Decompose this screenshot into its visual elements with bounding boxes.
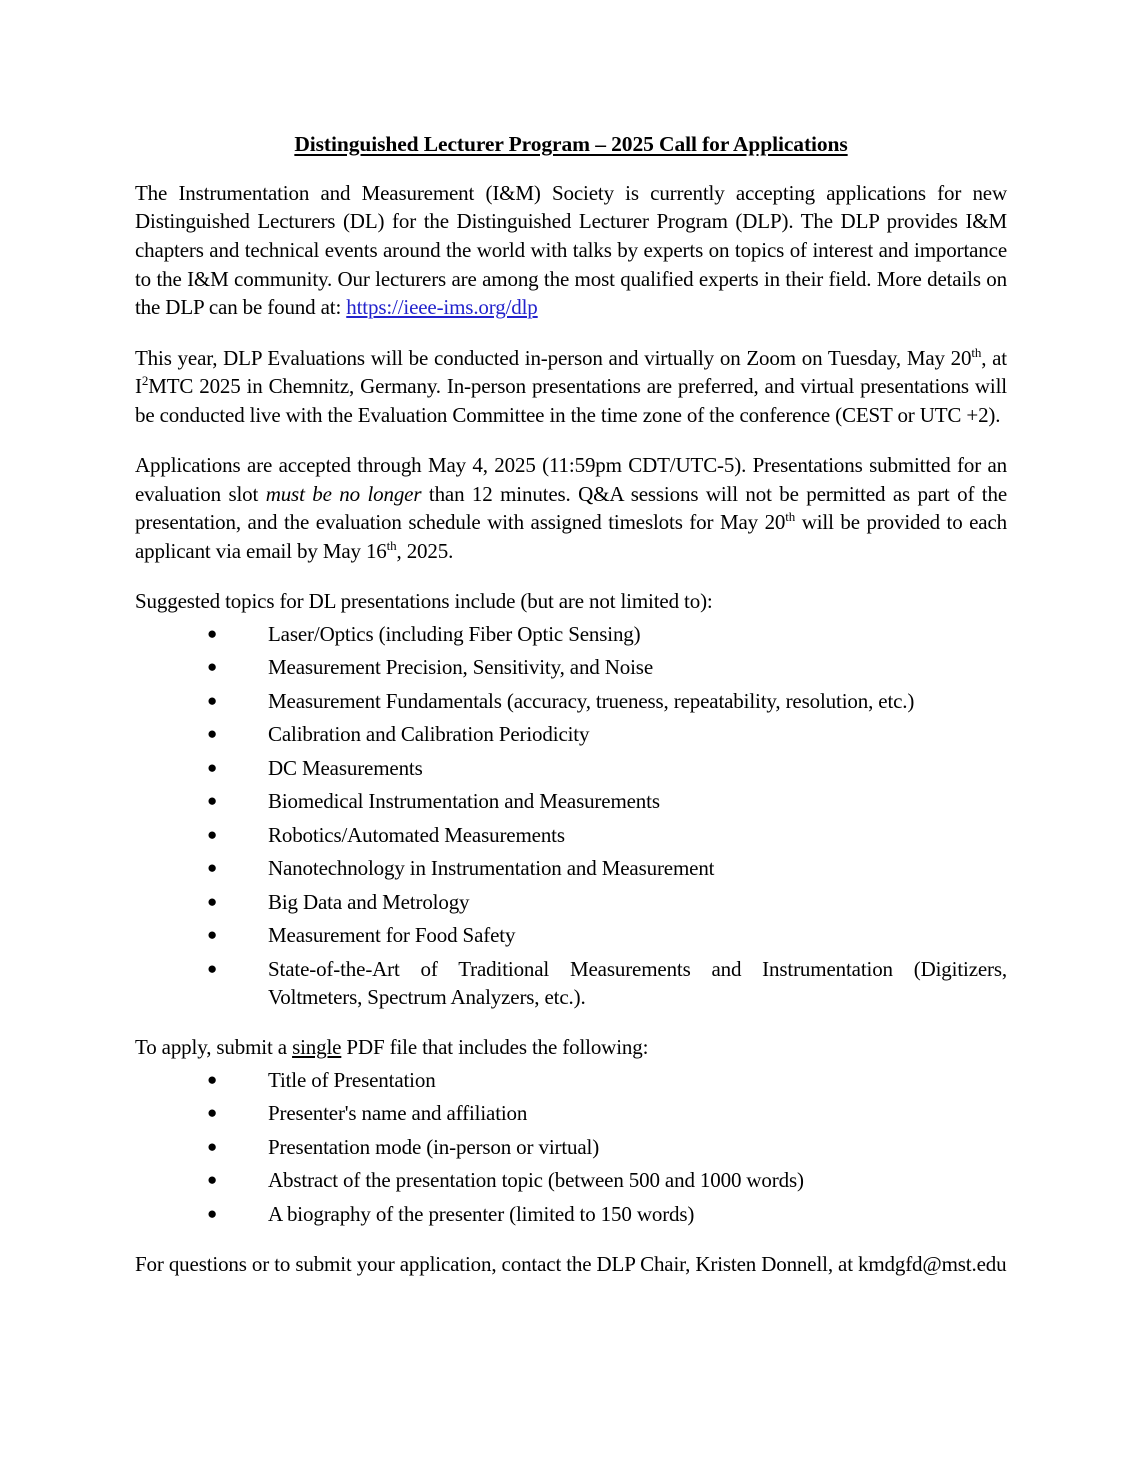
bullet-icon: ●: [207, 925, 218, 945]
list-item: [135, 955, 1007, 1012]
bullet-icon: ●: [207, 623, 218, 643]
bullet-icon: ●: [207, 858, 218, 878]
bullet-icon: ●: [207, 891, 218, 911]
application-requirements-list: [135, 1066, 1007, 1228]
bullet-icon: ●: [207, 1203, 218, 1223]
evaluation-text-part2: , at I: [135, 345, 1007, 399]
bullet-icon: ●: [207, 1103, 218, 1123]
list-item-label: Calibration and Calibration Periodicity: [268, 722, 590, 747]
list-item-label: Presenter's name and affiliation: [268, 1101, 528, 1126]
list-item: [135, 1166, 1007, 1194]
evaluation-schedule-paragraph: [135, 344, 1007, 430]
apply-intro: [135, 1033, 1007, 1062]
intro-paragraph-text: The Instrumentation and Measurement (I&M) Society is currently accepting applications for new Distinguished Lecturers (DL) for the Distinguished Lecturer Program (DLP). The DLP provides I&M chapters and technical events around the world with talks by experts on topics of interest and importance to the I&M community. Our lecturers are among the most qualified experts in their field. More details on the DLP can be found at:: [135, 180, 1007, 320]
list-item-label: DC Measurements: [268, 755, 423, 780]
suggested-topics-intro: Suggested topics for DL presentations include (but are not limited to):: [135, 589, 713, 614]
deadline-text-part4: , 2025.: [396, 538, 454, 563]
list-item: [135, 653, 1007, 681]
bullet-icon: ●: [207, 824, 218, 844]
list-item: [135, 1066, 1007, 1094]
list-item: [135, 854, 1007, 882]
apply-intro-part2: PDF file that includes the following:: [341, 1035, 649, 1060]
i2mtc-superscript: 2: [141, 373, 149, 389]
list-item-label: A biography of the presenter (limited to 150 words): [268, 1201, 695, 1226]
apply-intro-part1: To apply, submit a: [135, 1035, 293, 1060]
apply-intro-emphasis: single: [292, 1035, 342, 1060]
list-item-label: Measurement Fundamentals (accuracy, trueness, repeatability, resolution, etc.): [268, 688, 915, 713]
list-item: [135, 888, 1007, 916]
list-item-label: Presentation mode (in-person or virtual): [268, 1134, 600, 1159]
list-item-label: Measurement for Food Safety: [268, 923, 516, 948]
contact-paragraph: For questions or to submit your application, contact the DLP Chair, Kristen Donnell, at kmdgfd@mst.edu: [135, 1252, 1007, 1277]
list-item: [135, 821, 1007, 849]
list-item: [135, 787, 1007, 815]
list-item-label: Title of Presentation: [268, 1067, 436, 1092]
bullet-icon: ●: [207, 1136, 218, 1156]
evaluation-ordinal-suffix-1: th: [971, 344, 982, 360]
deadline-text-part2: than 12 minutes. Q&A sessions will not be permitted as part of the presentation, and the evaluation schedule with assigned timeslots for May 20: [135, 481, 1007, 535]
list-item-label: Big Data and Metrology: [268, 889, 470, 914]
intro-paragraph: [135, 179, 1007, 322]
list-item-label: Abstract of the presentation topic (between 500 and 1000 words): [268, 1168, 804, 1193]
list-item-label: Robotics/Automated Measurements: [268, 822, 565, 847]
suggested-topics-list: [135, 620, 1007, 1011]
document-body: [135, 131, 1007, 1279]
list-item-label: Measurement Precision, Sensitivity, and Noise: [268, 655, 653, 680]
bullet-icon: ●: [207, 791, 218, 811]
list-item: [135, 687, 1007, 715]
bullet-icon: ●: [207, 690, 218, 710]
bullet-icon: ●: [207, 724, 218, 744]
evaluation-text-part1: This year, DLP Evaluations will be conducted in-person and virtually on Zoom on Tuesday, May 20: [135, 345, 972, 370]
list-item-label: Biomedical Instrumentation and Measurements: [268, 789, 660, 814]
deadline-text-part3: will be provided to each applicant via email by May 16: [135, 510, 1007, 563]
list-item: [135, 720, 1007, 748]
deadline-ordinal-suffix-2: th: [386, 537, 397, 553]
list-item: [135, 754, 1007, 782]
dlp-website-link[interactable]: https://ieee-ims.org/dlp: [346, 295, 538, 320]
bullet-icon: ●: [207, 958, 218, 978]
list-item: [135, 1200, 1007, 1228]
list-item: [135, 1133, 1007, 1161]
evaluation-text-part3: MTC 2025 in Chemnitz, Germany. In-person presentations are preferred, and virtual presentations will be conducted live with the Evaluation Committee in the time zone of the conference (CEST or UTC +2).: [135, 374, 1007, 427]
list-item: [135, 1099, 1007, 1127]
page-title-text: Distinguished Lecturer Program – 2025 Call for Applications: [294, 132, 848, 156]
deadline-paragraph: [135, 451, 1007, 565]
bullet-icon: ●: [207, 1170, 218, 1190]
bullet-icon: ●: [207, 757, 218, 777]
deadline-emphasis: must be no longer: [265, 481, 422, 506]
deadline-ordinal-suffix-1: th: [785, 509, 796, 525]
deadline-text-part1: Applications are accepted through May 4, 2025 (11:59pm CDT/UTC-5). Presentations submitted for an evaluation slot: [135, 453, 1007, 506]
bullet-icon: ●: [207, 1069, 218, 1089]
bullet-icon: ●: [207, 657, 218, 677]
page-title: [135, 131, 1007, 158]
list-item-label: Laser/Optics (including Fiber Optic Sensing): [268, 621, 641, 646]
list-item: [135, 921, 1007, 949]
list-item-label: State-of-the-Art of Traditional Measurements and Instrumentation (Digitizers, Voltmeters, Spectrum Analyzers, etc.).: [268, 956, 1007, 1009]
list-item-label: Nanotechnology in Instrumentation and Measurement: [268, 856, 715, 881]
list-item: [135, 620, 1007, 648]
